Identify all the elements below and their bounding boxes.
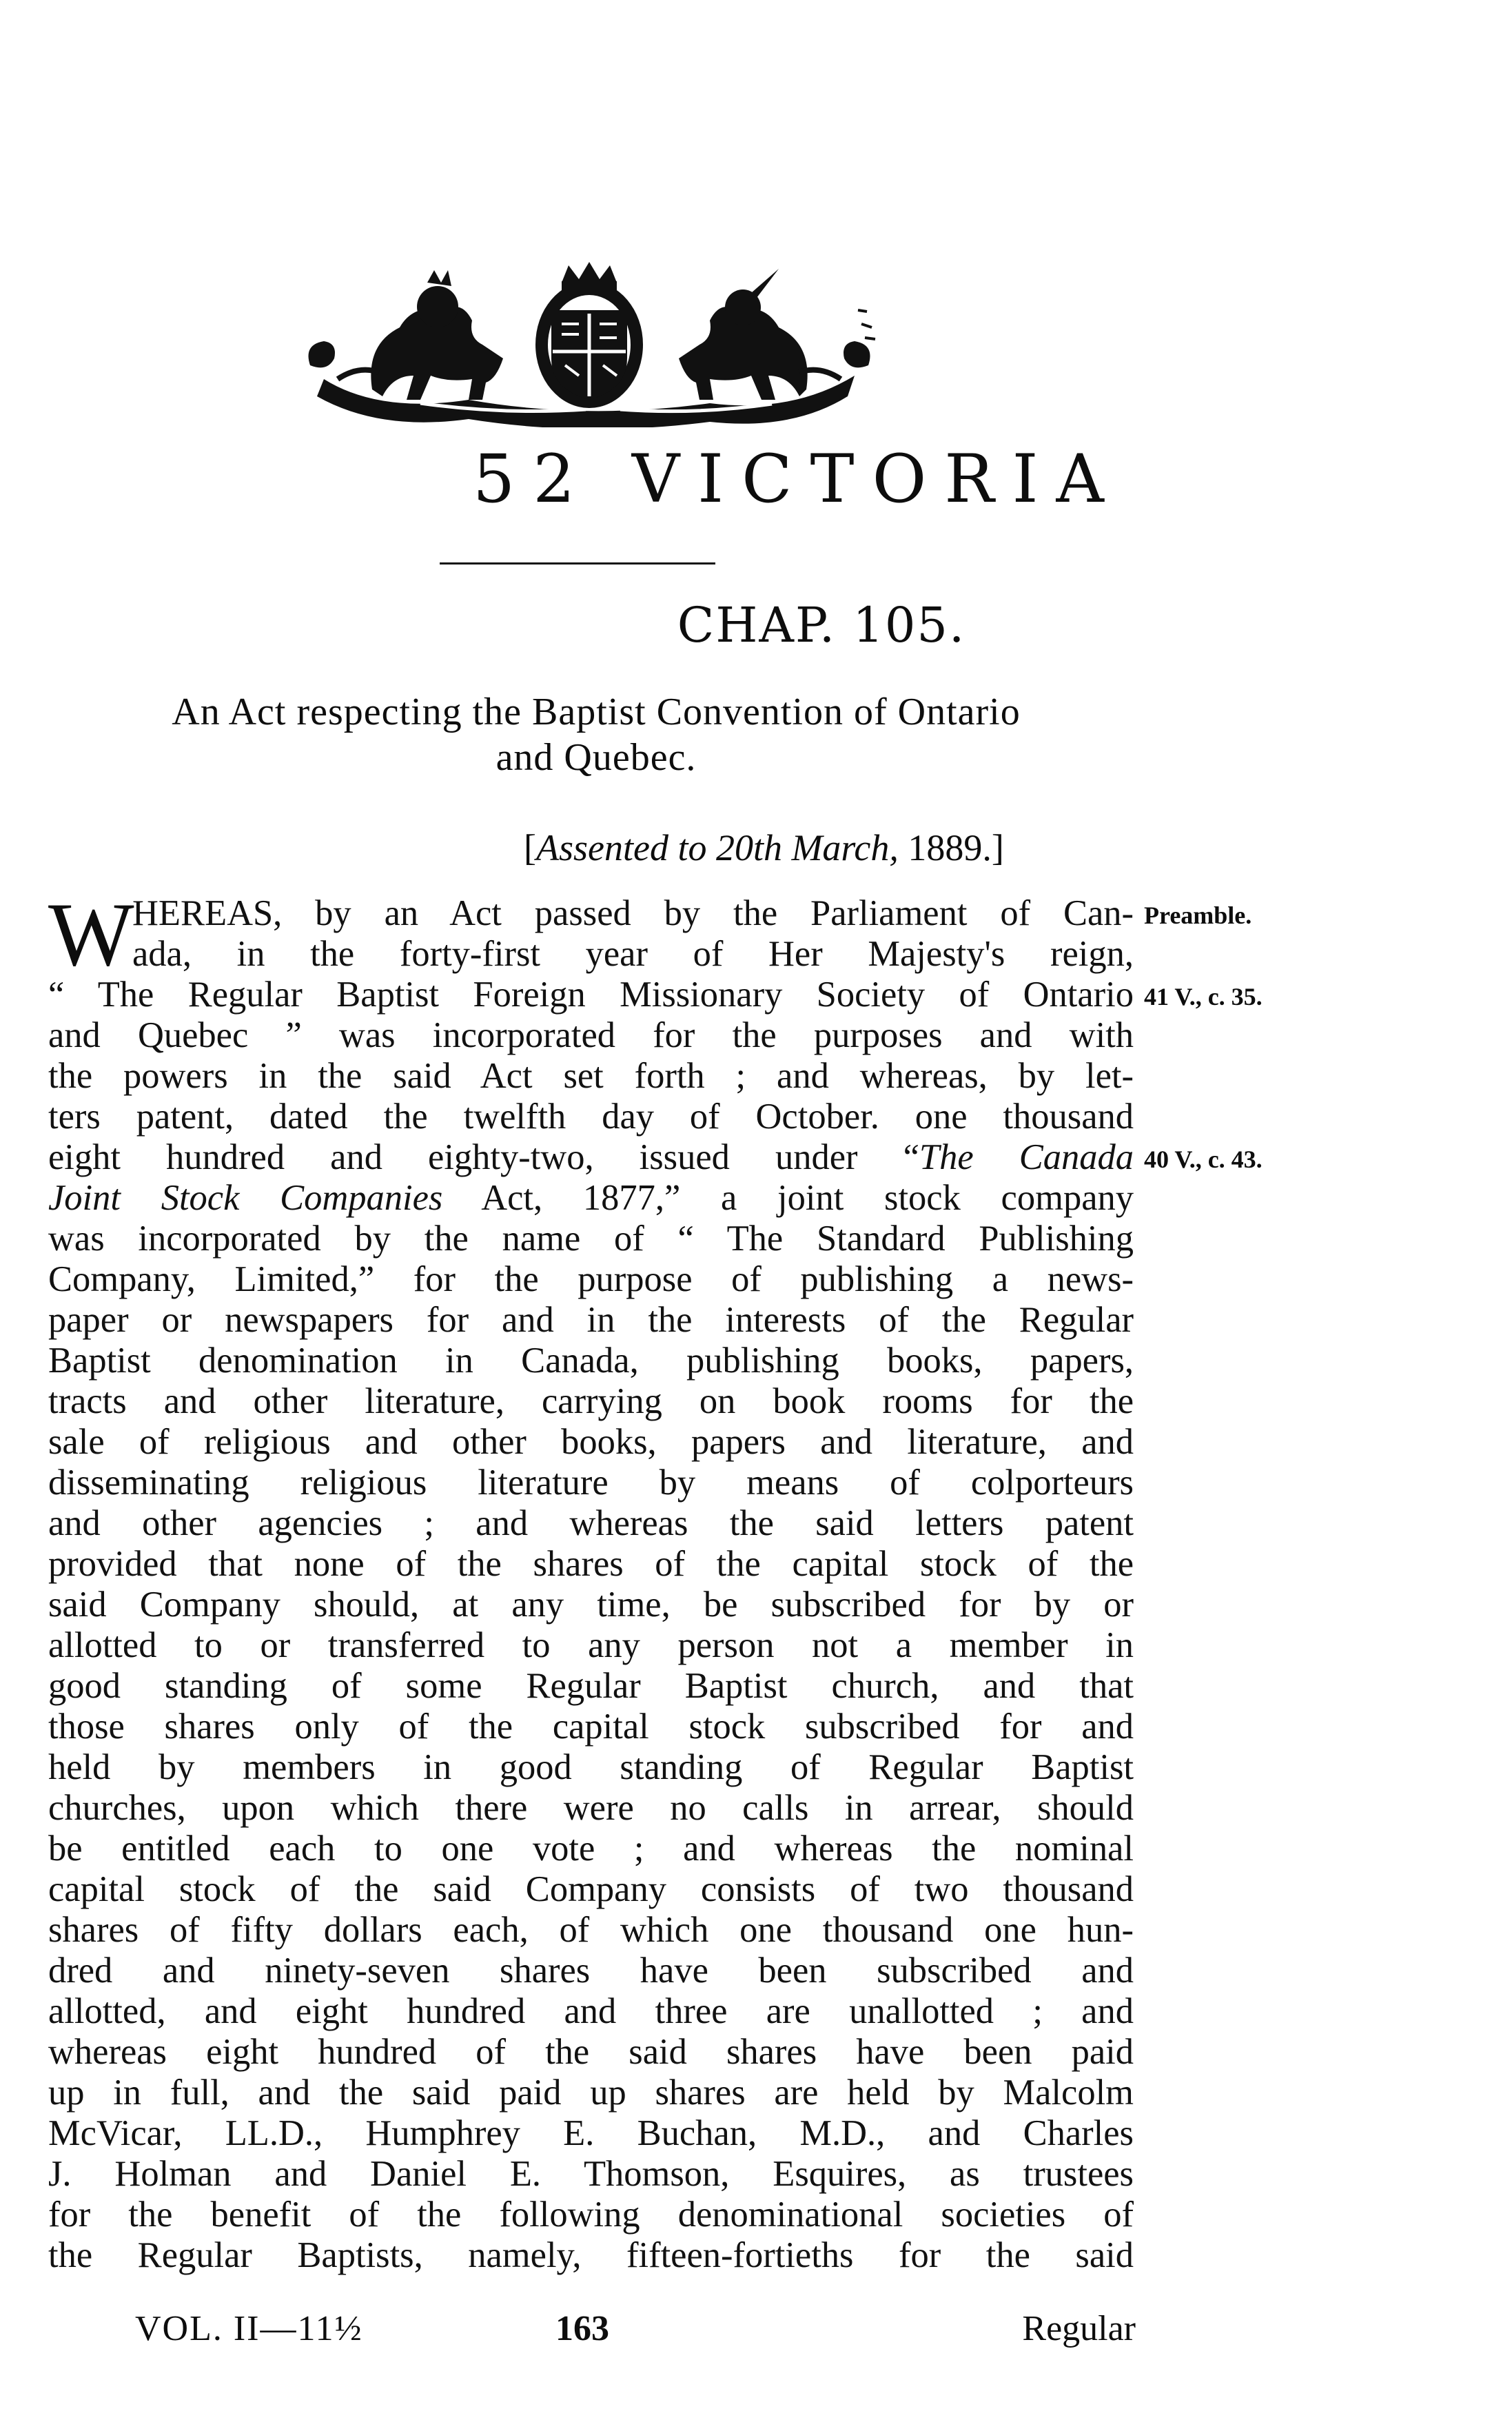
margin-note-reference: 41 V., c. 35. xyxy=(1144,983,1263,1010)
page-number: 163 xyxy=(555,2309,609,2348)
body-line-part: Act, 1877,” a joint stock company xyxy=(481,1178,1134,1218)
body-line: whereas eight hundred of the said shares have been paid xyxy=(48,2032,1134,2072)
body-line: allotted to or transferred to any person not a member in xyxy=(48,1625,1134,1665)
body-line: Company, Limited,” for the purpose of publishing a news- xyxy=(48,1259,1134,1299)
body-line: Baptist denomination in Canada, publishing books, papers, xyxy=(48,1341,1134,1381)
body-line: and other agencies ; and whereas the said letters patent xyxy=(48,1503,1134,1543)
volume-signature: VOL. II—11½ xyxy=(135,2309,363,2348)
preamble-paragraph xyxy=(48,884,1134,2276)
body-line: dred and ninety-seven shares have been subscribed and xyxy=(48,1951,1134,1991)
body-line: good standing of some Regular Baptist church, and that xyxy=(48,1666,1134,1706)
body-line: held by members in good standing of Regular Baptist xyxy=(48,1747,1134,1787)
body-line: and Quebec ” was incorporated for the purposes and with xyxy=(48,1015,1134,1055)
margin-note-preamble: Preamble. xyxy=(1144,902,1252,929)
body-line: HEREAS, by an Act passed by the Parliament of Can- xyxy=(132,893,1134,933)
body-line: ada, in the forty-first year of Her Majesty's reign, xyxy=(132,934,1134,974)
body-line: “ The Regular Baptist Foreign Missionary Society of Ontario xyxy=(48,975,1134,1015)
body-line: be entitled each to one vote ; and whereas the nominal xyxy=(48,1829,1134,1869)
body-line: up in full, and the said paid up shares are held by Malcolm xyxy=(48,2073,1134,2113)
royal-coat-of-arms-icon xyxy=(296,262,882,427)
body-line: provided that none of the shares of the capital stock of the xyxy=(48,1544,1134,1584)
body-line: those shares only of the capital stock subscribed for and xyxy=(48,1707,1134,1747)
body-line: the powers in the said Act set forth ; and whereas, by let- xyxy=(48,1056,1134,1096)
body-line: the Regular Baptists, namely, fifteen-fortieths for the said xyxy=(48,2235,1134,2275)
title-divider xyxy=(440,562,715,564)
body-line: ters patent, dated the twelfth day of October. one thousand xyxy=(48,1097,1134,1137)
body-line: J. Holman and Daniel E. Thomson, Esquires, as trustees xyxy=(48,2154,1134,2194)
body-line-with-italic xyxy=(48,1137,1134,1178)
act-title-line-1: An Act respecting the Baptist Convention of Ontario xyxy=(172,691,1021,733)
body-line: was incorporated by the name of “ The Standard Publishing xyxy=(48,1219,1134,1259)
body-line: McVicar, LL.D., Humphrey E. Buchan, M.D., and Charles xyxy=(48,2113,1134,2153)
italic-act-name: The Canada xyxy=(919,1137,1134,1177)
body-line: said Company should, at any time, be subscribed for by or xyxy=(48,1585,1134,1625)
body-line: capital stock of the said Company consists of two thousand xyxy=(48,1869,1134,1909)
body-line-part: eight hundred and eighty-two, issued under “ xyxy=(48,1137,919,1177)
body-line: tracts and other literature, carrying on book rooms for the xyxy=(48,1381,1134,1421)
italic-act-name: Joint Stock Companies xyxy=(48,1178,443,1218)
assent-date xyxy=(524,820,1144,875)
assent-year: 1889.] xyxy=(898,827,1004,868)
page-footer xyxy=(135,2305,1136,2353)
body-line: allotted, and eight hundred and three are unallotted ; and xyxy=(48,1991,1134,2031)
body-line: disseminating religious literature by means of colporteurs xyxy=(48,1463,1134,1503)
assent-italic-text: Assented to 20th March, xyxy=(535,827,899,868)
act-title-line-2: and Quebec. xyxy=(496,736,697,779)
drop-cap: W xyxy=(48,884,134,985)
assent-open-bracket: [ xyxy=(524,827,536,868)
body-line: for the benefit of the following denominational societies of xyxy=(48,2195,1134,2235)
margin-note-reference: 40 V., c. 43. xyxy=(1144,1146,1263,1173)
body-line: sale of religious and other books, papers and literature, and xyxy=(48,1422,1134,1462)
act-title xyxy=(48,689,1144,780)
catchword: Regular xyxy=(1022,2309,1136,2348)
body-line-with-italic xyxy=(48,1178,1134,1219)
statute-title: 52 VICTORIA xyxy=(473,440,1122,518)
body-line: shares of fifty dollars each, of which one thousand one hun- xyxy=(48,1910,1134,1950)
body-line: churches, upon which there were no calls in arrear, should xyxy=(48,1788,1134,1828)
chapter-heading: CHAP. 105. xyxy=(677,597,966,653)
body-line: paper or newspapers for and in the interests of the Regular xyxy=(48,1300,1134,1340)
